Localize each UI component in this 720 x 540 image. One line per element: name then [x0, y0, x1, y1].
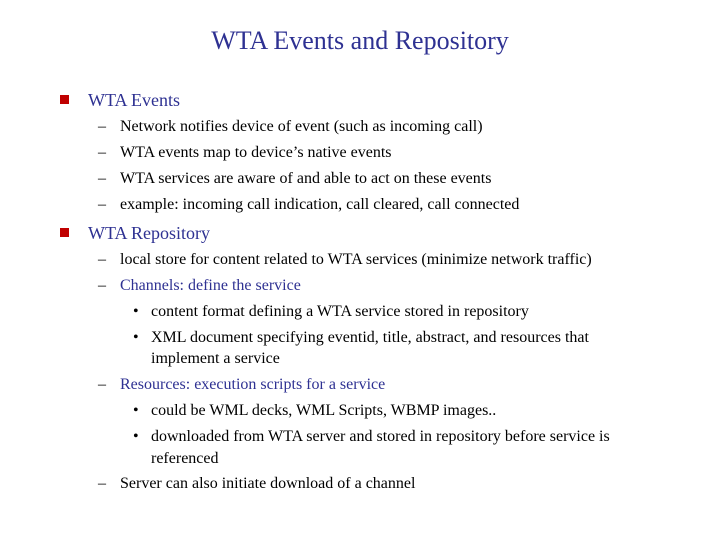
sub-list-item-text: could be WML decks, WML Scripts, WBMP images.. [151, 402, 497, 419]
list-item-text: example: incoming call indication, call cleared, call connected [120, 196, 520, 213]
slide-title: WTA Events and Repository [211, 26, 509, 55]
sub-list-item-text: downloaded from WTA server and stored in repository before service is [151, 428, 610, 445]
dot-bullet-icon: • [133, 402, 139, 419]
dash-bullet-icon: – [98, 277, 106, 294]
dash-bullet-icon: – [98, 118, 106, 135]
dot-bullet-icon: • [133, 303, 139, 320]
sub-list-item-text: XML document specifying eventid, title, abstract, and resources that [151, 329, 589, 346]
section-heading: WTA Repository [88, 223, 211, 243]
sub-list-item-text: content format defining a WTA service stored in repository [151, 303, 529, 320]
list-item-text: Network notifies device of event (such as incoming call) [120, 118, 483, 135]
dash-bullet-icon: – [98, 376, 106, 393]
square-bullet-icon [60, 228, 69, 237]
dash-bullet-icon: – [98, 251, 106, 268]
sub-list-item-continuation: implement a service [151, 350, 280, 367]
dash-bullet-icon: – [98, 144, 106, 161]
dash-bullet-icon: – [98, 196, 106, 213]
list-item-text: WTA events map to device’s native events [120, 144, 392, 161]
sub-list-item-continuation: referenced [151, 450, 219, 467]
dot-bullet-icon: • [133, 428, 139, 445]
list-item-text: Channels: define the service [120, 277, 301, 294]
list-item-text: local store for content related to WTA services (minimize network traffic) [120, 251, 592, 268]
square-bullet-icon [60, 95, 69, 104]
list-item-text: Server can also initiate download of a channel [120, 475, 416, 492]
list-item-text: WTA services are aware of and able to act on these events [120, 170, 492, 187]
dash-bullet-icon: – [98, 475, 106, 492]
section-heading: WTA Events [88, 90, 181, 110]
dot-bullet-icon: • [133, 329, 139, 346]
list-item-text: Resources: execution scripts for a service [120, 376, 386, 393]
dash-bullet-icon: – [98, 170, 106, 187]
